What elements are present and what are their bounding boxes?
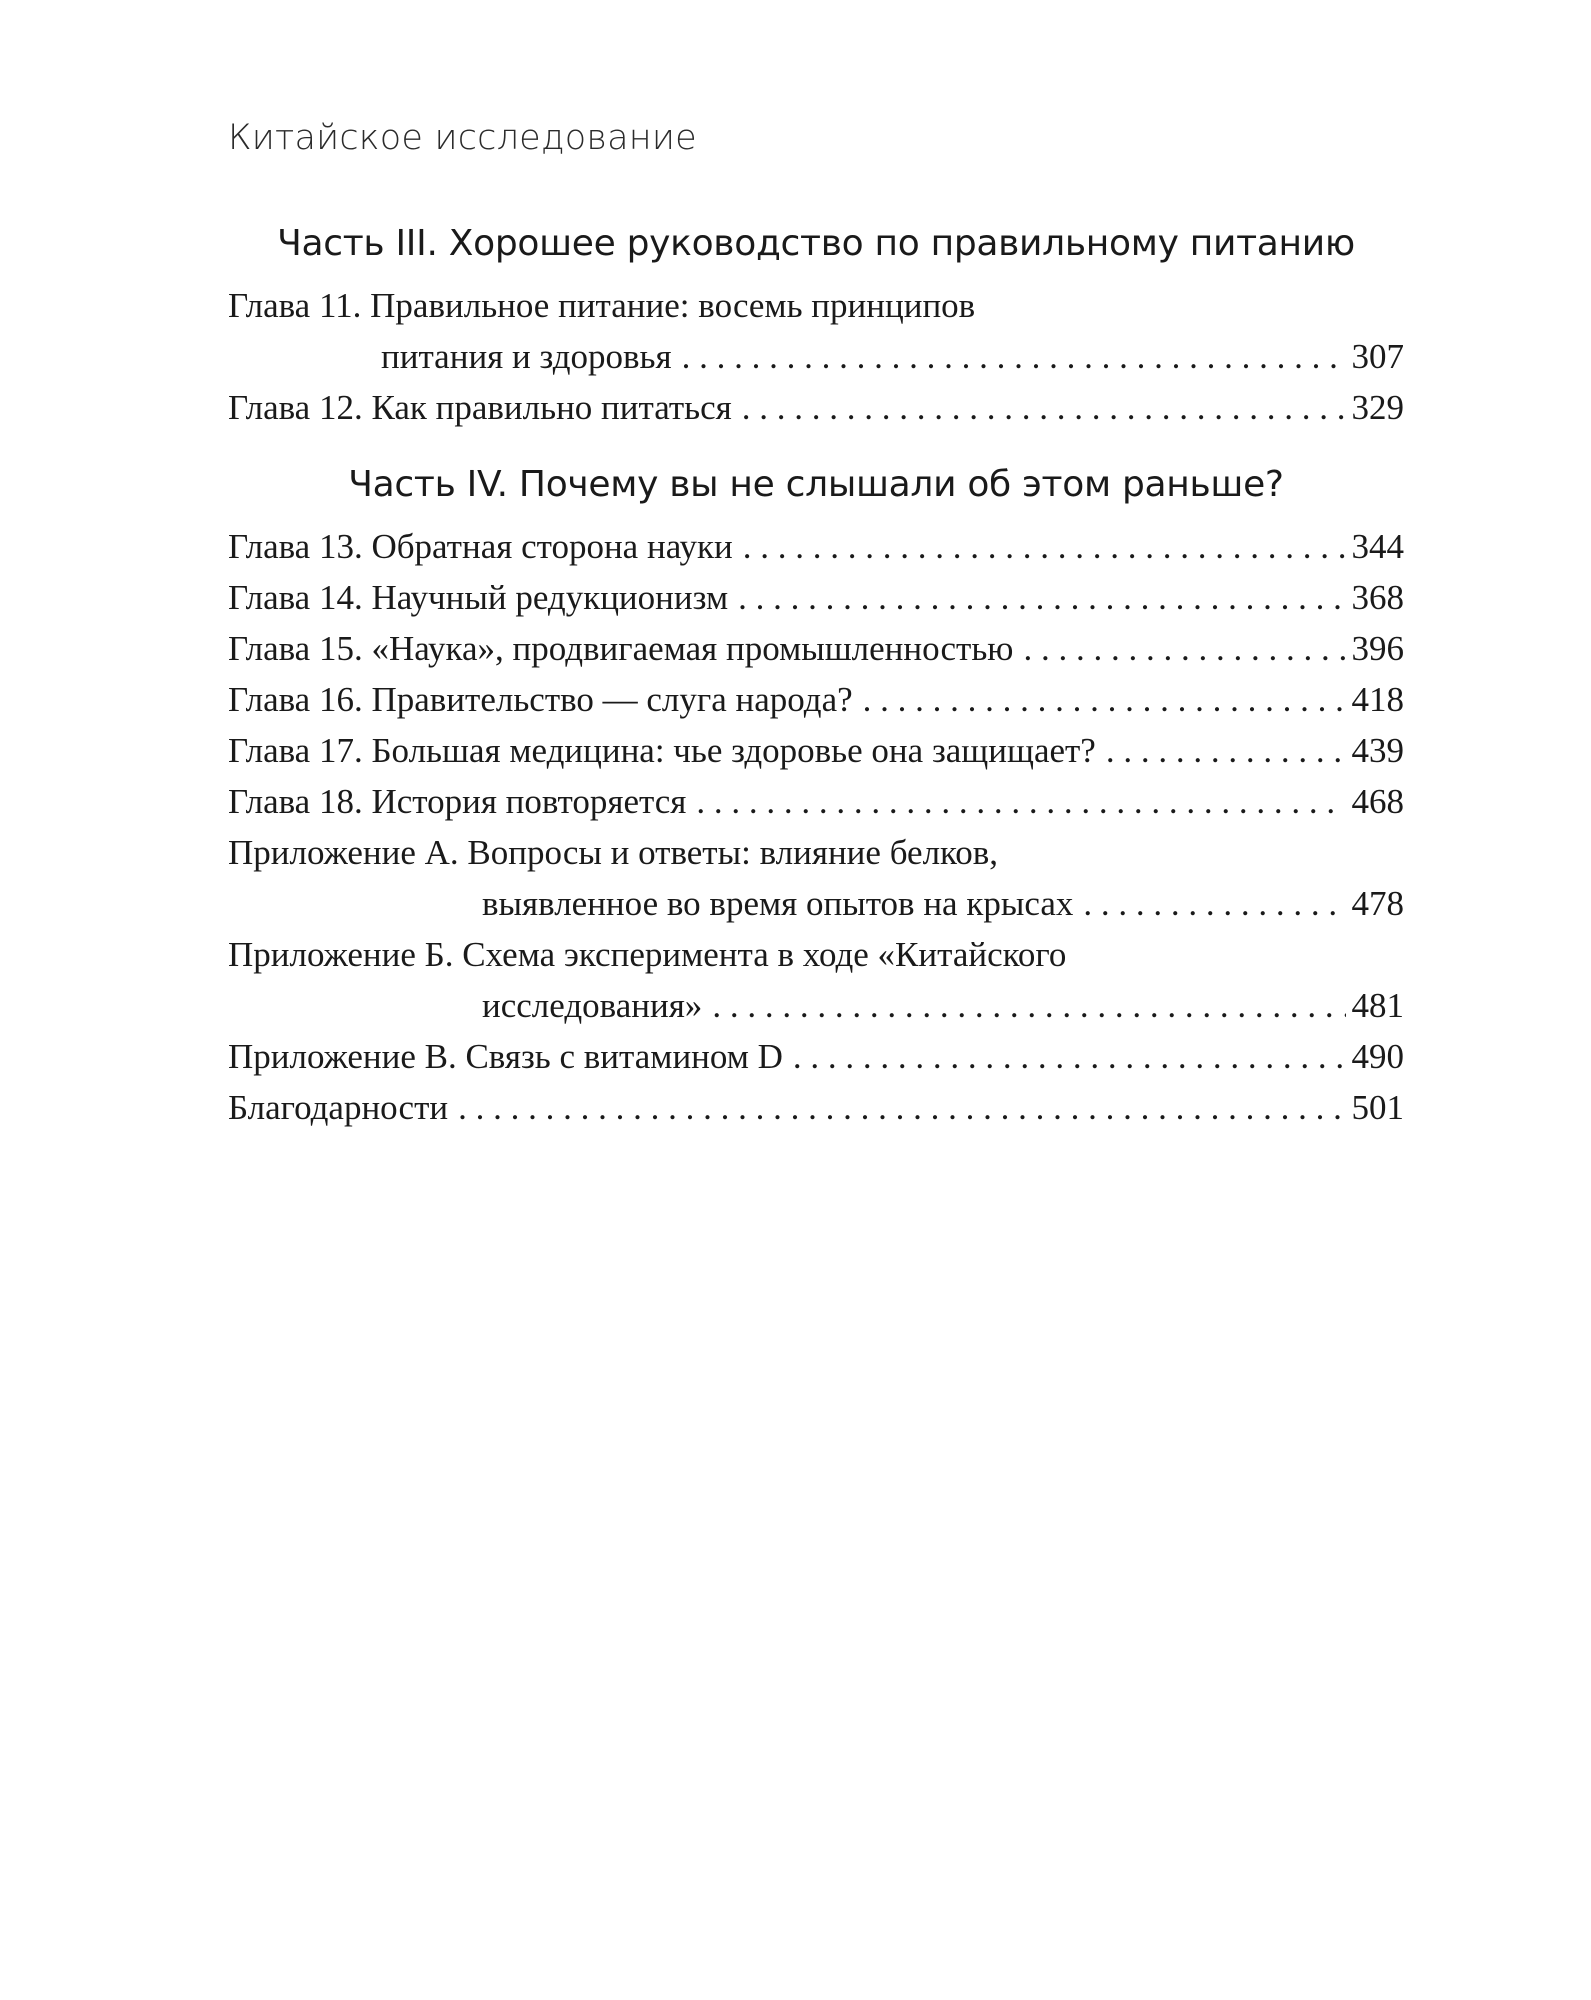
entry-prefix: Приложение Б.	[228, 935, 463, 974]
entry-prefix: Глава 15.	[228, 629, 372, 668]
entry-prefix: Глава 12.	[228, 388, 372, 427]
toc-entry-chapter-14[interactable]	[228, 572, 1404, 623]
toc-entry-chapter-12[interactable]	[228, 382, 1404, 433]
running-head: Китайское исследование	[228, 118, 697, 158]
part-title: Часть IV. Почему вы не слышали об этом раньше?	[348, 464, 1284, 505]
part-title: Часть III. Хорошее руководство по правильному питанию	[277, 223, 1355, 264]
entry-title-cont: выявленное во время опытов на крысах	[482, 884, 1074, 923]
toc-entry-chapter-16[interactable]	[228, 674, 1404, 725]
page-number: 490	[1351, 1037, 1404, 1076]
dot-leader	[458, 1082, 1345, 1133]
page-number: 344	[1351, 527, 1404, 566]
page-number: 418	[1351, 680, 1404, 719]
toc-entry-appendix-a[interactable]	[228, 827, 1404, 929]
dot-leader	[682, 331, 1346, 382]
part-iii	[228, 218, 1404, 433]
part-iv	[228, 459, 1404, 1133]
entry-title: «Наука», продвигаемая промышленностью	[371, 629, 1014, 668]
dot-leader	[743, 521, 1346, 572]
page-number: 396	[1351, 629, 1404, 668]
entry-title: Правильное питание: восемь принципов	[370, 286, 976, 325]
entry-title: Связь с витамином D	[465, 1037, 783, 1076]
toc-entry-acknowledgements[interactable]	[228, 1082, 1404, 1133]
entry-title-cont: исследования»	[482, 986, 703, 1025]
entry-prefix: Приложение В.	[228, 1037, 466, 1076]
entry-title: Обратная сторона науки	[371, 527, 733, 566]
table-of-contents	[228, 218, 1404, 1159]
entry-prefix: Глава 14.	[228, 578, 372, 617]
dot-leader	[1023, 623, 1345, 674]
entry-prefix: Глава 13.	[228, 527, 372, 566]
entry-title: Как правильно питаться	[371, 388, 732, 427]
page-number: 481	[1351, 986, 1404, 1025]
page-number: 439	[1351, 731, 1404, 770]
dot-leader	[1083, 878, 1345, 929]
toc-entry-chapter-18[interactable]	[228, 776, 1404, 827]
entry-title: Схема эксперимента в ходе «Китайского	[462, 935, 1067, 974]
entry-prefix: Глава 16.	[228, 680, 372, 719]
dot-leader	[742, 382, 1346, 433]
entry-prefix: Глава 18.	[228, 782, 372, 821]
toc-entry-chapter-17[interactable]	[228, 725, 1404, 776]
page-number: 368	[1351, 578, 1404, 617]
entry-title: Большая медицина: чье здоровье она защищает?	[371, 731, 1096, 770]
toc-entry-chapter-13[interactable]	[228, 521, 1404, 572]
dot-leader	[1106, 725, 1346, 776]
dot-leader	[712, 980, 1345, 1031]
entry-prefix: Глава 17.	[228, 731, 372, 770]
dot-leader	[696, 776, 1345, 827]
page-number: 307	[1351, 337, 1404, 376]
entry-title: Правительство — слуга народа?	[371, 680, 853, 719]
toc-entry-chapter-15[interactable]	[228, 623, 1404, 674]
dot-leader	[793, 1031, 1346, 1082]
toc-entry-appendix-v[interactable]	[228, 1031, 1404, 1082]
toc-entry-chapter-11[interactable]	[228, 280, 1404, 382]
dot-leader	[863, 674, 1346, 725]
page-number: 478	[1351, 884, 1404, 923]
page-number: 468	[1351, 782, 1404, 821]
entry-title: Научный редукционизм	[371, 578, 729, 617]
entry-prefix: Приложение А.	[228, 833, 468, 872]
entry-title: История повторяется	[371, 782, 687, 821]
entry-prefix: Глава 11.	[228, 286, 371, 325]
dot-leader	[738, 572, 1345, 623]
entry-title: Благодарности	[228, 1088, 449, 1127]
page-number: 329	[1351, 388, 1404, 427]
page-number: 501	[1351, 1088, 1404, 1127]
entry-title: Вопросы и ответы: влияние белков,	[467, 833, 999, 872]
toc-entry-appendix-b[interactable]	[228, 929, 1404, 1031]
entry-title-cont: питания и здоровья	[381, 337, 672, 376]
